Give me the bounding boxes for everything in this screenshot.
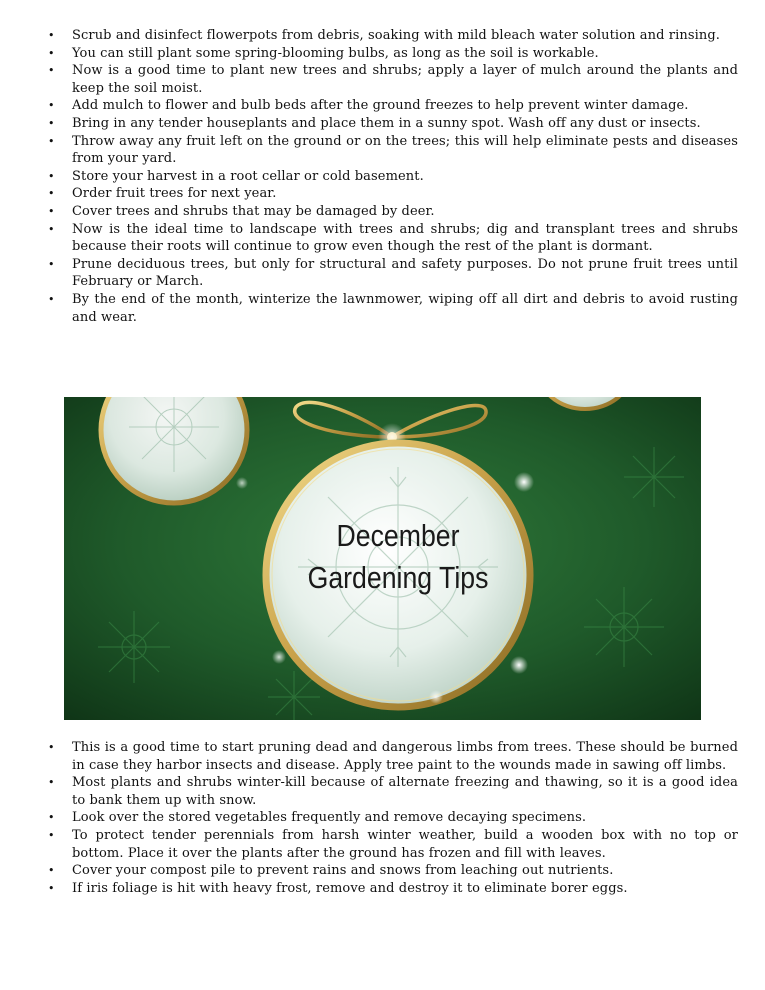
tip-item: • Now is a good time to plant new trees and shrubs; apply a layer of mulch around the plants and keep the soil moist. xyxy=(45,62,738,97)
tip-item: • Store your harvest in a root cellar or cold basement. xyxy=(45,168,738,186)
banner-title-line-2: Gardening Tips xyxy=(307,560,489,595)
tip-item: • You can still plant some spring-blooming bulbs, as long as the soil is workable. xyxy=(45,45,738,63)
tip-item: • By the end of the month, winterize the lawnmower, wiping off all dirt and debris to avoid rusting and wear. xyxy=(45,291,738,326)
tip-item: • This is a good time to start pruning dead and dangerous limbs from trees. These should be burned in case they harbor insects and disease. Apply tree paint to the wounds made in sawing off limbs. xyxy=(45,739,738,774)
tip-item: • Throw away any fruit left on the ground or on the trees; this will help eliminate pests and diseases from your yard. xyxy=(45,133,738,168)
tips-list-bottom xyxy=(45,739,738,897)
banner-title-line-1: December xyxy=(336,518,460,553)
tip-item: • If iris foliage is hit with heavy frost, remove and destroy it to eliminate borer eggs. xyxy=(45,880,738,898)
tip-item: • To protect tender perennials from harsh winter weather, build a wooden box with no top or bottom. Place it over the plants after the ground has frozen and fill with leaves. xyxy=(45,827,738,862)
tip-item: • Scrub and disinfect flowerpots from debris, soaking with mild bleach water solution and rinsing. xyxy=(45,27,738,45)
tip-item: • Cover trees and shrubs that may be damaged by deer. xyxy=(45,203,738,221)
december-banner-image xyxy=(64,397,701,720)
tip-item: • Cover your compost pile to prevent rains and snows from leaching out nutrients. xyxy=(45,862,738,880)
tip-item: • Bring in any tender houseplants and place them in a sunny spot. Wash off any dust or insects. xyxy=(45,115,738,133)
tip-item: • Now is the ideal time to landscape with trees and shrubs; dig and transplant trees and shrubs because their roots will continue to grow even though the rest of the plant is dormant. xyxy=(45,221,738,256)
tips-list-top xyxy=(45,27,738,326)
tip-item: • Most plants and shrubs winter-kill because of alternate freezing and thawing, so it is a good idea to bank them up with snow. xyxy=(45,774,738,809)
tip-item: • Add mulch to flower and bulb beds after the ground freezes to help prevent winter damage. xyxy=(45,97,738,115)
tip-item: • Order fruit trees for next year. xyxy=(45,185,738,203)
banner-title xyxy=(295,515,501,599)
tip-item: • Prune deciduous trees, but only for structural and safety purposes. Do not prune fruit trees until February or March. xyxy=(45,256,738,291)
tip-item: • Look over the stored vegetables frequently and remove decaying specimens. xyxy=(45,809,738,827)
